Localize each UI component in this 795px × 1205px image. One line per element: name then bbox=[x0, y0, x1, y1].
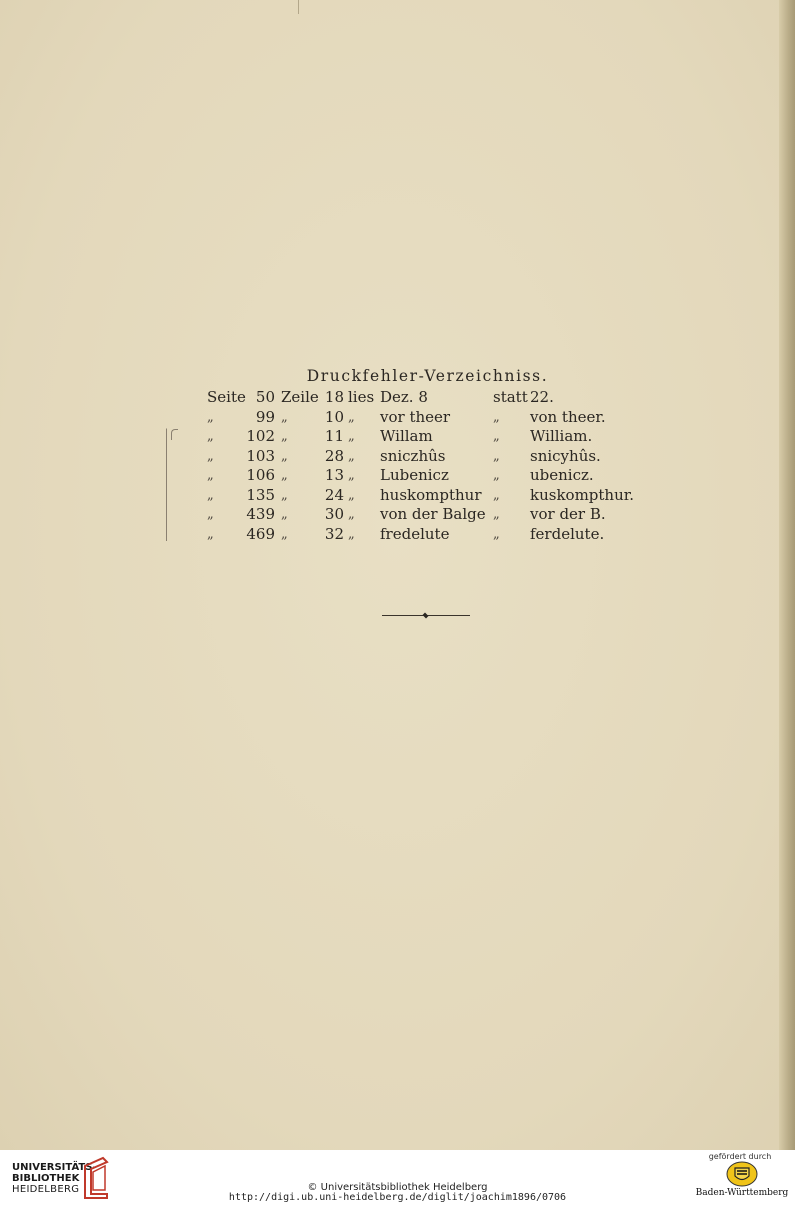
copyright-notice: © Universitätsbibliothek Heidelberg bbox=[307, 1182, 488, 1193]
ditto-mark: „ bbox=[348, 487, 355, 503]
funded-by-label: gefördert durch bbox=[708, 1152, 772, 1161]
corrected-text: William. bbox=[530, 427, 593, 445]
footer-bar bbox=[0, 1150, 795, 1205]
ditto-mark: „ bbox=[207, 526, 214, 542]
margin-bracket-mark bbox=[166, 428, 177, 541]
page-number: 99 bbox=[255, 407, 275, 426]
seite-label: Seite bbox=[207, 388, 246, 406]
line-number: 28 bbox=[324, 446, 344, 465]
erroneous-text: Lubenicz bbox=[380, 466, 449, 484]
corrected-text: ubenicz. bbox=[530, 466, 594, 484]
line-number: 30 bbox=[324, 505, 344, 523]
page-number: 469 bbox=[246, 524, 275, 543]
permalink-url[interactable]: http://digi.ub.uni-heidelberg.de/diglit/joachim1896/0706 bbox=[228, 1192, 567, 1203]
page-edge-shadow bbox=[779, 0, 795, 1150]
page-number: 50 bbox=[255, 388, 275, 406]
corrected-text: von theer. bbox=[530, 407, 606, 426]
library-name-line2: BIBLIOTHEK bbox=[12, 1173, 80, 1184]
ditto-mark: „ bbox=[493, 448, 500, 464]
library-name-line1: UNIVERSITÄTS- bbox=[12, 1162, 97, 1173]
erroneous-text: vor theer bbox=[380, 407, 451, 426]
lies-label: lies bbox=[348, 388, 375, 406]
line-number: 13 bbox=[324, 466, 344, 484]
ditto-mark: „ bbox=[493, 507, 500, 522]
ditto-mark: „ bbox=[281, 487, 288, 503]
ditto-mark: „ bbox=[207, 429, 214, 444]
ditto-mark: „ bbox=[493, 409, 500, 425]
corrected-text: vor der B. bbox=[530, 505, 606, 523]
ditto-mark: „ bbox=[348, 448, 355, 464]
ditto-mark: „ bbox=[281, 526, 288, 542]
ditto-mark: „ bbox=[348, 526, 355, 542]
zeile-label: Zeile bbox=[281, 388, 319, 406]
erroneous-text: von der Balge bbox=[380, 505, 486, 523]
ditto-mark: „ bbox=[281, 409, 288, 425]
library-name-line3: HEIDELBERG bbox=[12, 1184, 80, 1195]
ditto-mark: „ bbox=[493, 429, 500, 444]
line-number: 24 bbox=[324, 485, 344, 504]
erroneous-text: Willam bbox=[380, 427, 433, 445]
ditto-mark: „ bbox=[207, 448, 214, 464]
erroneous-text: fredelute bbox=[380, 524, 450, 543]
ditto-mark: „ bbox=[281, 448, 288, 464]
ditto-mark: „ bbox=[493, 487, 500, 503]
page-number: 439 bbox=[246, 505, 275, 523]
statt-label: statt bbox=[493, 388, 528, 406]
page-number: 102 bbox=[246, 427, 275, 445]
line-number: 10 bbox=[324, 407, 344, 426]
page-number: 135 bbox=[246, 485, 275, 504]
corrected-text: snicyhûs. bbox=[530, 446, 601, 465]
ditto-mark: „ bbox=[493, 468, 500, 483]
ditto-mark: „ bbox=[281, 468, 288, 483]
ditto-mark: „ bbox=[207, 487, 214, 503]
line-number: 11 bbox=[324, 427, 344, 445]
page-number: 103 bbox=[246, 446, 275, 465]
ditto-mark: „ bbox=[281, 429, 288, 444]
errata-heading: Druckfehler-Verzeichniss. bbox=[306, 367, 549, 385]
line-number: 18 bbox=[324, 388, 344, 406]
ditto-mark: „ bbox=[207, 507, 214, 522]
page-number: 106 bbox=[246, 466, 275, 484]
ditto-mark: „ bbox=[207, 409, 214, 425]
corrected-text: ferdelute. bbox=[530, 524, 605, 543]
ditto-mark: „ bbox=[207, 468, 214, 483]
corrected-text: kuskompthur. bbox=[530, 485, 635, 504]
erroneous-text: Dez. 8 bbox=[380, 388, 428, 406]
scan-mark bbox=[298, 0, 299, 14]
ditto-mark: „ bbox=[348, 429, 355, 444]
line-number: 32 bbox=[324, 524, 344, 543]
ditto-mark: „ bbox=[348, 507, 355, 522]
ditto-mark: „ bbox=[348, 409, 355, 425]
baden-wuerttemberg-shield-icon[interactable] bbox=[726, 1161, 758, 1187]
ditto-mark: „ bbox=[348, 468, 355, 483]
ditto-mark: „ bbox=[493, 526, 500, 542]
erroneous-text: huskompthur bbox=[380, 485, 482, 504]
corrected-text: 22. bbox=[530, 388, 554, 406]
ditto-mark: „ bbox=[281, 507, 288, 522]
funder-name: Baden-Württemberg bbox=[695, 1188, 789, 1198]
erroneous-text: sniczhûs bbox=[380, 446, 446, 465]
divider-diamond bbox=[423, 613, 429, 619]
section-divider-ornament bbox=[382, 614, 470, 617]
